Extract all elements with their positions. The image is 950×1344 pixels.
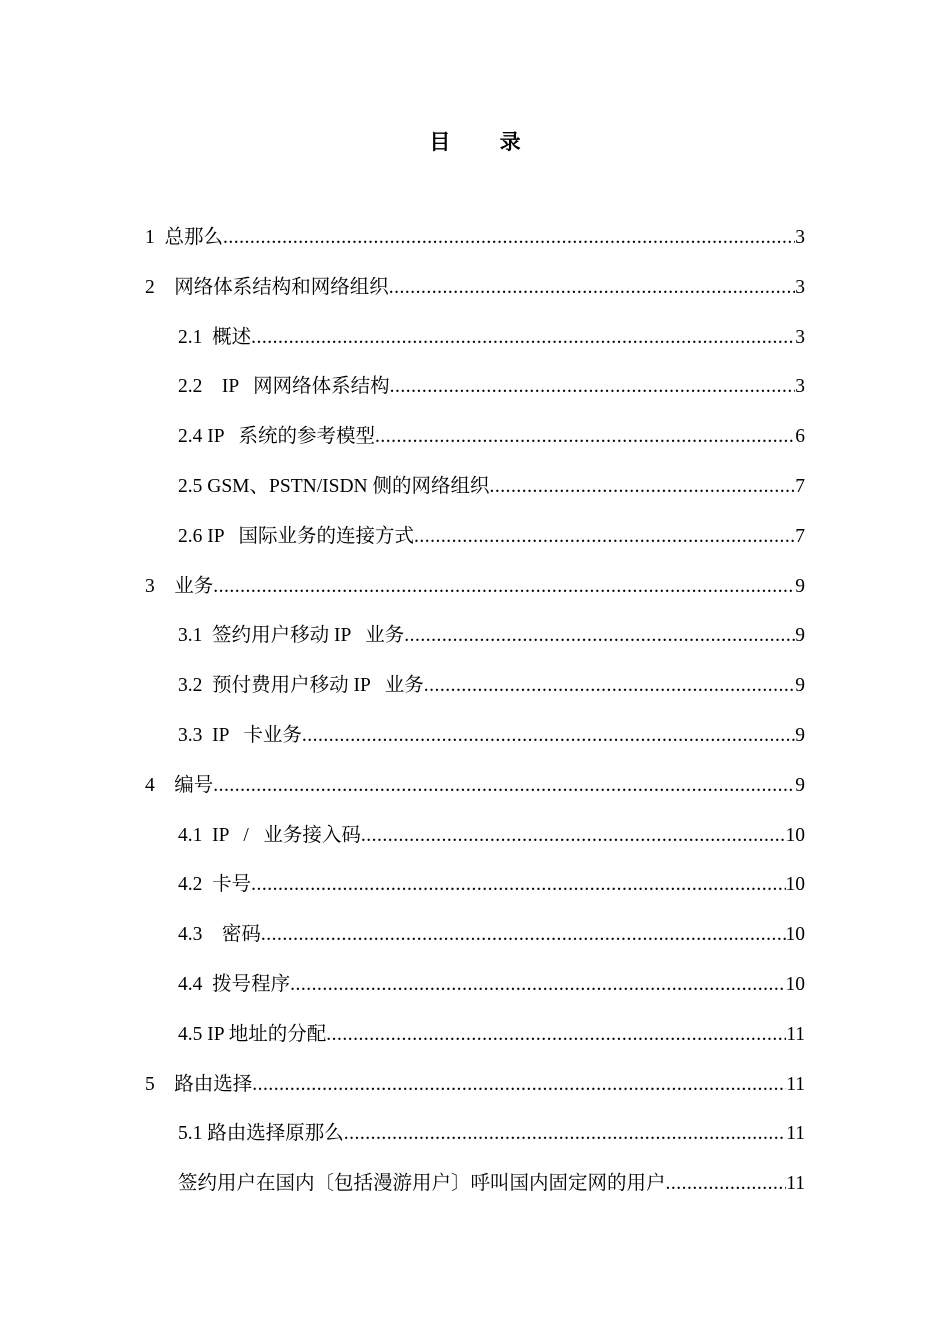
- toc-page-number: 10: [785, 974, 805, 995]
- toc-entry[interactable]: [178, 472, 805, 502]
- toc-page-number: 10: [785, 824, 805, 846]
- toc-dot-leader: [213, 572, 795, 602]
- toc-page-number: 7: [795, 525, 805, 547]
- toc-page-number: 3: [795, 227, 805, 248]
- toc-entry[interactable]: [178, 671, 805, 701]
- toc-entry[interactable]: [145, 572, 805, 602]
- toc-dot-leader: [290, 970, 785, 1000]
- toc-entry[interactable]: [178, 970, 805, 1000]
- toc-entry[interactable]: [145, 223, 805, 253]
- toc-page-number: 11: [786, 1173, 805, 1195]
- toc-entry-text: 4.1 IP / 业务接入码: [178, 824, 361, 846]
- toc-entry[interactable]: [178, 621, 805, 651]
- toc-dot-leader: [213, 771, 795, 801]
- toc-entry-text: 4.3 密码: [178, 924, 261, 946]
- toc-entry[interactable]: [178, 1020, 805, 1050]
- toc-page-number: 10: [785, 874, 805, 896]
- toc-page-number: 9: [795, 774, 805, 796]
- toc-entry-text: 4 编号: [145, 774, 214, 796]
- toc-page-number: 11: [786, 1023, 805, 1045]
- toc-entry-text: 4.2 卡号: [178, 874, 252, 896]
- toc-dot-leader: [326, 1020, 786, 1050]
- toc-dot-leader: [344, 1119, 786, 1149]
- toc-page-number: 6: [795, 426, 805, 448]
- toc-entry-text: 3.1 签约用户移动 IP 业务: [178, 625, 405, 647]
- toc-page-number: 3: [795, 276, 805, 298]
- toc-entry-text: 2.1 概述: [178, 326, 252, 348]
- toc-dot-leader: [414, 522, 795, 552]
- toc-page-number: 9: [795, 725, 805, 746]
- toc-entry[interactable]: [145, 273, 805, 303]
- toc-dot-leader: [424, 671, 796, 701]
- toc-entry-text: 3.3 IP 卡业务: [178, 725, 302, 746]
- toc-entry[interactable]: [178, 721, 805, 751]
- toc-entry-text: 4.5 IP 地址的分配: [178, 1023, 327, 1045]
- toc-entry-text: 2.2 IP 网网络体系结构: [178, 376, 390, 398]
- toc-entry[interactable]: [178, 870, 805, 900]
- toc-entry-text: 5 路由选择: [145, 1073, 253, 1095]
- toc-dot-leader: [389, 273, 795, 303]
- toc-dot-leader: [390, 372, 796, 402]
- toc-dot-leader: [252, 1070, 786, 1100]
- toc-entry[interactable]: [178, 821, 805, 851]
- toc-dot-leader: [302, 721, 795, 751]
- toc-page-number: 9: [795, 575, 805, 597]
- toc-entry[interactable]: [178, 323, 805, 353]
- toc-entry[interactable]: [178, 920, 805, 950]
- toc-page-number: 11: [786, 1073, 805, 1095]
- toc-entry[interactable]: [178, 422, 805, 452]
- toc-entry-text: 1 总那么: [145, 227, 224, 248]
- toc-page-number: 11: [786, 1123, 805, 1145]
- toc-dot-leader: [251, 323, 795, 353]
- toc-entry-text: 2 网络体系结构和网络组织: [145, 276, 389, 298]
- toc-entry-text: 签约用户在国内〔包括漫游用户〕呼叫国内固定网的用户: [178, 1173, 666, 1195]
- toc-entry[interactable]: [178, 1119, 805, 1149]
- toc-entry[interactable]: [178, 1169, 805, 1199]
- toc-entry-text: 3.2 预付费用户移动 IP 业务: [178, 675, 424, 697]
- toc-page-number: 3: [795, 376, 805, 398]
- toc-dot-leader: [361, 821, 786, 851]
- toc-page-number: 9: [795, 625, 805, 647]
- toc-page-number: 7: [795, 476, 805, 497]
- toc-entry-text: 3 业务: [145, 575, 214, 597]
- toc-title: 目 录: [429, 130, 543, 154]
- toc-dot-leader: [251, 870, 785, 900]
- toc-entry-text: 2.4 IP 系统的参考模型: [178, 426, 375, 448]
- toc-dot-leader: [223, 223, 795, 253]
- toc-dot-leader: [666, 1169, 787, 1199]
- toc-dot-leader: [490, 472, 796, 502]
- toc-entry[interactable]: [178, 372, 805, 402]
- toc-page-number: 9: [795, 675, 805, 697]
- toc-entry-text: 2.6 IP 国际业务的连接方式: [178, 525, 414, 547]
- toc-entry[interactable]: [145, 771, 805, 801]
- toc-dot-leader: [261, 920, 786, 950]
- toc-page-number: 3: [795, 326, 805, 348]
- toc-entry-text: 2.5 GSM、PSTN/ISDN 侧的网络组织: [178, 476, 490, 497]
- toc-entry[interactable]: [178, 522, 805, 552]
- toc-entry-text: 4.4 拨号程序: [178, 974, 291, 995]
- toc-page-number: 10: [785, 924, 805, 946]
- toc-dot-leader: [375, 422, 795, 452]
- toc-entry-text: 5.1 路由选择原那么: [178, 1123, 344, 1145]
- toc-dot-leader: [404, 621, 795, 651]
- toc-entry[interactable]: [145, 1070, 805, 1100]
